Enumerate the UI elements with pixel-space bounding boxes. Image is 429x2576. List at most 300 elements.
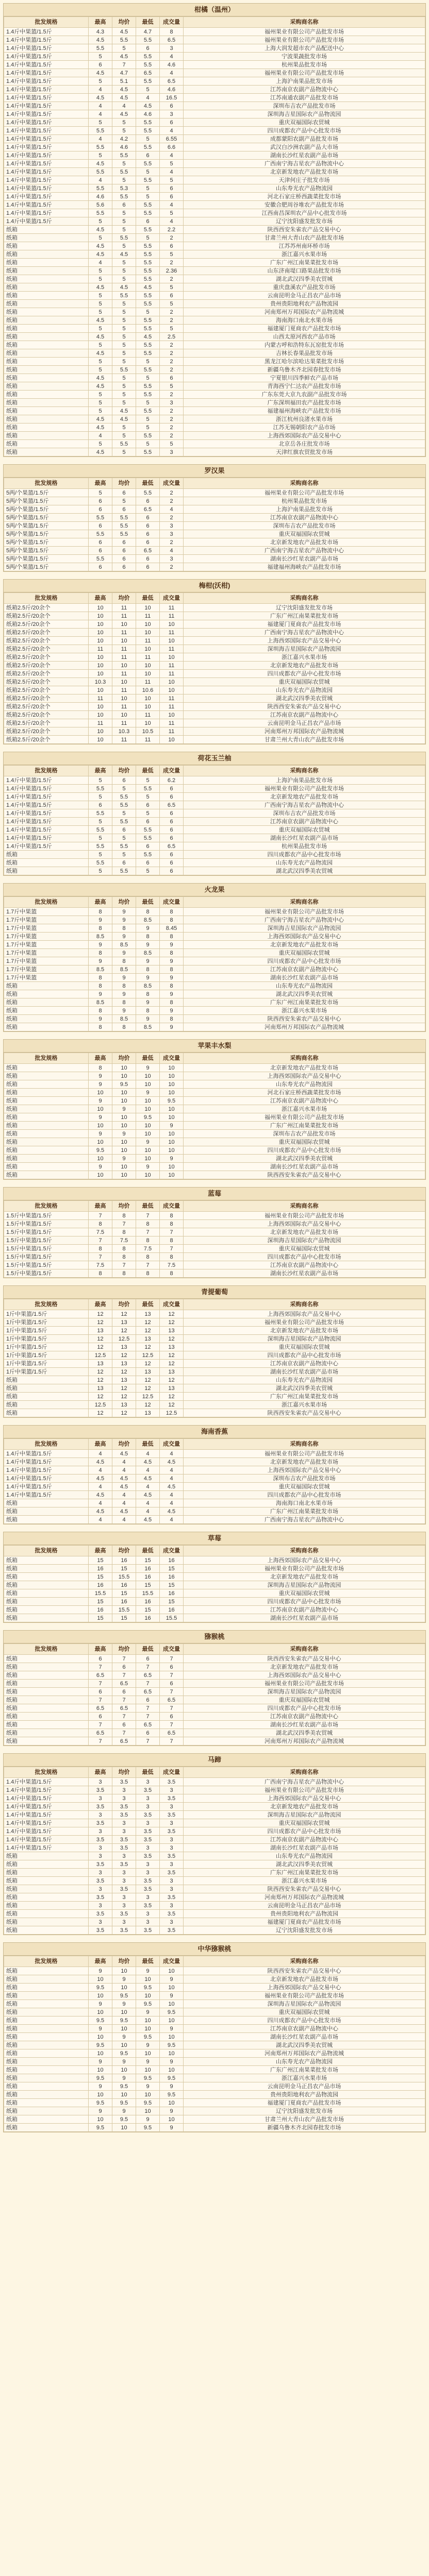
low-cell: 6 — [136, 555, 160, 563]
buyer-cell: 山东寿光农产品物流园 — [184, 1852, 425, 1860]
spec-cell: 纸箱 — [4, 1023, 89, 1031]
spec-cell: 5两/个果篮/1.5斤 — [4, 497, 89, 505]
high-cell: 5.5 — [89, 859, 112, 867]
low-cell: 10 — [136, 670, 160, 678]
avg-cell: 3.5 — [112, 1926, 136, 1935]
spec-cell: 1.4斤中果篮/1.5斤 — [4, 801, 89, 809]
volume-cell: 4 — [160, 505, 184, 514]
header-high: 最高 — [89, 1546, 112, 1556]
spec-cell: 1.4斤中果篮/1.5斤 — [4, 160, 89, 168]
volume-cell: 6.5 — [160, 842, 184, 851]
header-avg: 均价 — [112, 1201, 136, 1212]
volume-cell: 6 — [160, 242, 184, 250]
buyer-cell: 深圳海吉星国际农产品物流园 — [184, 1811, 425, 1819]
avg-cell: 12 — [112, 1393, 136, 1401]
table-row — [4, 1393, 425, 1401]
avg-cell: 11 — [112, 736, 136, 744]
low-cell: 12 — [136, 1376, 160, 1384]
low-cell: 6 — [136, 217, 160, 226]
volume-cell: 5 — [160, 382, 184, 391]
low-cell: 9 — [136, 974, 160, 982]
buyer-cell: 北京新发地农产品批发市场 — [184, 1975, 425, 1984]
table-row — [4, 1163, 425, 1171]
buyer-cell: 山西太原河西农产品市场 — [184, 333, 425, 341]
header-volume: 成交量 — [160, 1767, 184, 1778]
header-low: 最低 — [136, 1644, 160, 1655]
table-row — [4, 2082, 425, 2091]
volume-cell: 11 — [160, 670, 184, 678]
avg-cell: 4.5 — [112, 283, 136, 292]
price-section — [3, 1285, 426, 1418]
spec-cell: 纸箱 — [4, 1072, 89, 1080]
spec-cell: 纸箱 — [4, 1573, 89, 1581]
low-cell: 12 — [136, 1327, 160, 1335]
spec-cell: 纸箱 — [4, 1902, 89, 1910]
header-buyer: 采购商名称 — [184, 1767, 425, 1778]
avg-cell: 6 — [112, 489, 136, 497]
low-cell: 10 — [136, 1992, 160, 2000]
low-cell: 10 — [136, 1171, 160, 1179]
table-row — [4, 982, 425, 990]
price-section — [3, 464, 426, 572]
high-cell: 12.5 — [89, 1401, 112, 1409]
low-cell: 13 — [136, 1335, 160, 1343]
header-low: 最低 — [136, 1546, 160, 1556]
buyer-cell: 河南郑州万邦国际农产品物流城 — [184, 1023, 425, 1031]
buyer-cell: 安徽合肥周谷堆农产品批发市场 — [184, 201, 425, 209]
volume-cell: 3 — [160, 1902, 184, 1910]
high-cell: 10 — [89, 1105, 112, 1113]
avg-cell: 13 — [112, 1401, 136, 1409]
spec-cell: 纸箱 — [4, 1080, 89, 1089]
low-cell: 5.5 — [136, 36, 160, 44]
volume-cell: 12 — [160, 1351, 184, 1360]
spec-cell: 5两/个果篮/1.5斤 — [4, 489, 89, 497]
table-row — [4, 1376, 425, 1384]
header-avg: 均价 — [112, 897, 136, 908]
volume-cell: 3 — [160, 1836, 184, 1844]
low-cell: 5 — [136, 440, 160, 448]
volume-cell: 12.5 — [160, 1409, 184, 1417]
high-cell: 11 — [89, 719, 112, 727]
spec-cell: 1.4斤中果篮/1.5斤 — [4, 809, 89, 818]
low-cell: 10 — [136, 2049, 160, 2058]
volume-cell: 13 — [160, 1384, 184, 1393]
high-cell: 12.5 — [89, 1351, 112, 1360]
volume-cell: 4 — [160, 1499, 184, 1507]
price-table — [4, 1053, 425, 1179]
high-cell: 8 — [89, 974, 112, 982]
low-cell: 5 — [136, 867, 160, 875]
buyer-cell: 浙江嘉兴水果市场 — [184, 653, 425, 662]
high-cell: 8 — [89, 982, 112, 990]
table-row — [4, 670, 425, 678]
spec-cell: 1.4斤中果篮/1.5斤 — [4, 1491, 89, 1499]
avg-cell: 12 — [112, 1327, 136, 1335]
table-row — [4, 1384, 425, 1393]
buyer-cell: 福建厦门夏商农产品批发市场 — [184, 1918, 425, 1926]
high-cell: 10 — [89, 2091, 112, 2099]
table-row — [4, 563, 425, 571]
spec-cell: 1.7斤中果篮 — [4, 949, 89, 957]
avg-cell: 10 — [112, 637, 136, 645]
spec-cell: 1.4斤中果篮/1.5斤 — [4, 102, 89, 110]
high-cell: 5.5 — [89, 530, 112, 538]
table-row — [4, 151, 425, 160]
spec-cell: 纸箱 — [4, 1984, 89, 1992]
table-row — [4, 283, 425, 292]
high-cell: 13 — [89, 1360, 112, 1368]
table-row — [4, 1819, 425, 1827]
spec-cell: 纸箱2.5斤/20余个 — [4, 604, 89, 612]
volume-cell: 10 — [160, 1171, 184, 1179]
table-row — [4, 1902, 425, 1910]
table-row — [4, 662, 425, 670]
volume-cell: 10 — [160, 653, 184, 662]
low-cell: 5.5 — [136, 448, 160, 456]
volume-cell: 7 — [160, 1671, 184, 1680]
spec-cell: 纸箱 — [4, 440, 89, 448]
low-cell: 6 — [136, 44, 160, 53]
high-cell: 10 — [89, 1992, 112, 2000]
volume-cell: 10 — [160, 2000, 184, 2008]
avg-cell: 5 — [112, 316, 136, 325]
buyer-cell: 福州果业有限公司产品批发市场 — [184, 1992, 425, 2000]
avg-cell: 12 — [112, 1409, 136, 1417]
header-high: 最高 — [89, 1201, 112, 1212]
high-cell: 4.5 — [89, 1491, 112, 1499]
table-row — [4, 176, 425, 184]
high-cell: 7.5 — [89, 1228, 112, 1236]
high-cell: 7 — [89, 1663, 112, 1671]
avg-cell: 5 — [112, 176, 136, 184]
header-volume: 成交量 — [160, 897, 184, 908]
avg-cell: 11 — [112, 719, 136, 727]
table-row — [4, 36, 425, 44]
spec-cell: 1.4斤中果篮/1.5斤 — [4, 217, 89, 226]
buyer-cell: 福州果业有限公司产品批发市场 — [184, 908, 425, 916]
spec-cell: 1斤中果篮/1.5斤 — [4, 1368, 89, 1376]
low-cell: 11 — [136, 678, 160, 686]
high-cell: 13 — [89, 1384, 112, 1393]
low-cell: 7 — [136, 1212, 160, 1220]
volume-cell: 10 — [160, 2016, 184, 2025]
buyer-cell: 北京新发地农产品批发市场 — [184, 168, 425, 176]
table-row — [4, 1097, 425, 1105]
low-cell: 5.5 — [136, 242, 160, 250]
table-row — [4, 2033, 425, 2041]
section-title: 火龙果 — [4, 884, 425, 896]
avg-cell: 9 — [112, 1105, 136, 1113]
spec-cell: 1.4斤中果篮/1.5斤 — [4, 793, 89, 801]
high-cell: 4.5 — [89, 226, 112, 234]
buyer-cell: 甘肃兰州大青山农产品批发市场 — [184, 2115, 425, 2124]
volume-cell: 3.5 — [160, 1893, 184, 1902]
table-row — [4, 1466, 425, 1475]
price-table — [4, 478, 425, 571]
high-cell: 3.5 — [89, 1803, 112, 1811]
header-high: 最高 — [89, 1299, 112, 1310]
low-cell: 8.5 — [136, 982, 160, 990]
high-cell: 4.5 — [89, 415, 112, 423]
volume-cell: 16 — [160, 1589, 184, 1598]
volume-cell: 6.5 — [160, 1696, 184, 1704]
low-cell: 5 — [136, 184, 160, 193]
header-avg: 均价 — [112, 593, 136, 604]
table-row — [4, 1064, 425, 1072]
high-cell: 9.5 — [89, 2041, 112, 2049]
high-cell: 4 — [89, 1466, 112, 1475]
low-cell: 10 — [136, 2025, 160, 2033]
low-cell: 15 — [136, 1606, 160, 1614]
spec-cell: 纸箱 — [4, 1860, 89, 1869]
spec-cell: 1.7斤中果篮 — [4, 965, 89, 974]
low-cell: 5.5 — [136, 341, 160, 349]
volume-cell: 4 — [160, 1450, 184, 1458]
spec-cell: 纸箱 — [4, 2115, 89, 2124]
table-row — [4, 711, 425, 719]
volume-cell: 5 — [160, 440, 184, 448]
low-cell: 5.5 — [136, 366, 160, 374]
low-cell: 12 — [136, 1318, 160, 1327]
spec-cell: 纸箱 — [4, 1680, 89, 1688]
avg-cell: 5 — [112, 497, 136, 505]
spec-cell: 纸箱 — [4, 250, 89, 259]
avg-cell: 15.5 — [112, 1606, 136, 1614]
table-row — [4, 1721, 425, 1729]
low-cell: 3 — [136, 1794, 160, 1803]
avg-cell: 8 — [112, 1228, 136, 1236]
price-table — [4, 1438, 425, 1524]
table-row — [4, 957, 425, 965]
avg-cell: 10 — [112, 1072, 136, 1080]
low-cell: 5 — [136, 308, 160, 316]
header-buyer: 采购商名称 — [184, 1201, 425, 1212]
header-high: 最高 — [89, 1439, 112, 1450]
table-row — [4, 1606, 425, 1614]
high-cell: 6 — [89, 1713, 112, 1721]
spec-cell: 纸箱 — [4, 432, 89, 440]
volume-cell: 13 — [160, 1368, 184, 1376]
avg-cell: 9 — [112, 1155, 136, 1163]
low-cell: 10 — [136, 1975, 160, 1984]
header-low: 最低 — [136, 1439, 160, 1450]
buyer-cell: 广西南宁海吉星农产品物流中心 — [184, 160, 425, 168]
buyer-cell: 四川成都农产品中心批发市场 — [184, 1704, 425, 1713]
spec-cell: 纸箱2.5斤/20余个 — [4, 612, 89, 620]
high-cell: 9 — [89, 1113, 112, 1122]
table-row — [4, 1926, 425, 1935]
low-cell: 8 — [136, 933, 160, 941]
buyer-cell: 深圳布吉农产品批发市场 — [184, 1475, 425, 1483]
table-row — [4, 1261, 425, 1269]
avg-cell: 7.5 — [112, 1236, 136, 1245]
high-cell: 9 — [89, 1080, 112, 1089]
spec-cell: 纸箱 — [4, 2025, 89, 2033]
header-volume: 成交量 — [160, 1956, 184, 1967]
avg-cell: 12 — [112, 1384, 136, 1393]
table-row — [4, 629, 425, 637]
table-row — [4, 1869, 425, 1877]
high-cell: 5 — [89, 325, 112, 333]
table-row — [4, 1113, 425, 1122]
buyer-cell: 福州果业有限公司产品批发市场 — [184, 1318, 425, 1327]
volume-cell: 4 — [160, 1475, 184, 1483]
spec-cell: 纸箱 — [4, 308, 89, 316]
avg-cell: 11 — [112, 629, 136, 637]
buyer-cell: 山东寿光农产品物流园 — [184, 184, 425, 193]
volume-cell: 15 — [160, 1565, 184, 1573]
buyer-cell: 成都蒙阳农副产品批发市场 — [184, 135, 425, 143]
high-cell: 9.5 — [89, 2099, 112, 2107]
spec-cell: 1.4斤中果篮/1.5斤 — [4, 151, 89, 160]
volume-cell: 10 — [160, 637, 184, 645]
low-cell: 10 — [136, 1097, 160, 1105]
volume-cell: 8 — [160, 933, 184, 941]
avg-cell: 6.5 — [112, 1737, 136, 1745]
buyer-cell: 新疆乌鲁木齐北园春批发市场 — [184, 2124, 425, 2132]
high-cell: 5 — [89, 151, 112, 160]
avg-cell: 4.5 — [112, 86, 136, 94]
avg-cell: 7 — [112, 1261, 136, 1269]
high-cell: 9.5 — [89, 2074, 112, 2082]
buyer-cell: 湖北武汉四季美农贸城 — [184, 1155, 425, 1163]
high-cell: 3.5 — [89, 1893, 112, 1902]
buyer-cell: 河南郑州万邦国际农产品物流城 — [184, 727, 425, 736]
high-cell: 15 — [89, 1614, 112, 1622]
avg-cell: 9 — [112, 949, 136, 957]
low-cell: 5.5 — [136, 259, 160, 267]
table-row — [4, 226, 425, 234]
spec-cell: 纸箱 — [4, 1704, 89, 1713]
low-cell: 16 — [136, 1614, 160, 1622]
low-cell: 6 — [136, 801, 160, 809]
buyer-cell: 深圳海吉星国际农产品物流园 — [184, 1581, 425, 1589]
table-row — [4, 1573, 425, 1581]
avg-cell: 5.5 — [112, 842, 136, 851]
low-cell: 10 — [136, 1155, 160, 1163]
low-cell: 9 — [136, 2082, 160, 2091]
low-cell: 5.5 — [136, 209, 160, 217]
high-cell: 4.5 — [89, 448, 112, 456]
low-cell: 10.5 — [136, 727, 160, 736]
header-spec: 批发规格 — [4, 1767, 89, 1778]
buyer-cell: 湖南长沙红星农副产品市场 — [184, 834, 425, 842]
low-cell: 3 — [136, 1860, 160, 1869]
buyer-cell: 北京新发地农产品批发市场 — [184, 941, 425, 949]
spec-cell: 纸箱 — [4, 415, 89, 423]
avg-cell: 5 — [112, 242, 136, 250]
high-cell: 5 — [89, 793, 112, 801]
table-row — [4, 1696, 425, 1704]
volume-cell: 8 — [160, 1212, 184, 1220]
high-cell: 6 — [89, 497, 112, 505]
spec-cell: 纸箱 — [4, 2016, 89, 2025]
high-cell: 4.5 — [89, 316, 112, 325]
header-buyer: 采购商名称 — [184, 1053, 425, 1064]
high-cell: 15.5 — [89, 1589, 112, 1598]
high-cell: 10.3 — [89, 678, 112, 686]
table-row — [4, 785, 425, 793]
avg-cell: 15 — [112, 1589, 136, 1598]
avg-cell: 5.5 — [112, 867, 136, 875]
volume-cell: 4 — [160, 1516, 184, 1524]
table-row — [4, 308, 425, 316]
buyer-cell: 北京新发地农产品批发市场 — [184, 1458, 425, 1466]
header-high: 最高 — [89, 766, 112, 776]
volume-cell: 3.5 — [160, 1794, 184, 1803]
spec-cell: 纸箱 — [4, 1910, 89, 1918]
buyer-cell: 深圳海吉星国际农产品物流园 — [184, 1335, 425, 1343]
spec-cell: 1.4斤中果篮/1.5斤 — [4, 176, 89, 184]
volume-cell: 9 — [160, 990, 184, 998]
buyer-cell: 辽宁沈阳盛发批发市场 — [184, 217, 425, 226]
avg-cell: 3 — [112, 1786, 136, 1794]
header-low: 最低 — [136, 766, 160, 776]
buyer-cell: 福州果业有限公司产品批发市场 — [184, 36, 425, 44]
avg-cell: 7 — [112, 1713, 136, 1721]
buyer-cell: 湖南长沙红星农副产品市场 — [184, 151, 425, 160]
table-row — [4, 1080, 425, 1089]
high-cell: 5 — [89, 391, 112, 399]
avg-cell: 5 — [112, 382, 136, 391]
avg-cell: 3 — [112, 1893, 136, 1902]
avg-cell: 9.5 — [112, 2099, 136, 2107]
buyer-cell: 湖北武汉四季美农贸城 — [184, 2041, 425, 2049]
volume-cell: 8 — [160, 28, 184, 36]
high-cell: 5 — [89, 818, 112, 826]
buyer-cell: 陕西西安朱雀农产品交易中心 — [184, 226, 425, 234]
avg-cell: 9 — [112, 916, 136, 924]
avg-cell: 4.5 — [112, 94, 136, 102]
table-row — [4, 2025, 425, 2033]
buyer-cell: 上海西郊国际农产品交易中心 — [184, 1794, 425, 1803]
low-cell: 6 — [136, 1729, 160, 1737]
table-row — [4, 1729, 425, 1737]
volume-cell: 4 — [160, 53, 184, 61]
buyer-cell: 宁波果蔬批发市场 — [184, 53, 425, 61]
buyer-cell: 辽宁沈阳盛发批发市场 — [184, 604, 425, 612]
table-row — [4, 2074, 425, 2082]
header-row — [4, 478, 425, 489]
buyer-cell: 宁夏银川四季鲜农产品市场 — [184, 374, 425, 382]
avg-cell: 6 — [112, 859, 136, 867]
spec-cell: 纸箱 — [4, 998, 89, 1007]
volume-cell: 10 — [160, 1072, 184, 1080]
table-row — [4, 1516, 425, 1524]
header-avg: 均价 — [112, 478, 136, 489]
buyer-cell: 重庆双福国际农贸城 — [184, 1819, 425, 1827]
avg-cell: 9 — [112, 908, 136, 916]
buyer-cell: 重庆双福国际农贸城 — [184, 949, 425, 957]
header-volume: 成交量 — [160, 1299, 184, 1310]
spec-cell: 1斤中果篮/1.5斤 — [4, 1318, 89, 1327]
low-cell: 4.5 — [136, 102, 160, 110]
buyer-cell: 湖南长沙红星农副产品市场 — [184, 1721, 425, 1729]
volume-cell: 15 — [160, 1598, 184, 1606]
avg-cell: 3.5 — [112, 1811, 136, 1819]
low-cell: 16 — [136, 1573, 160, 1581]
buyer-cell: 江苏南京农副产品物流中心 — [184, 1097, 425, 1105]
high-cell: 3 — [89, 1918, 112, 1926]
table-row — [4, 1713, 425, 1721]
low-cell: 4.6 — [136, 110, 160, 118]
avg-cell: 10 — [112, 1113, 136, 1122]
buyer-cell: 江苏南京农副产品物流中心 — [184, 86, 425, 94]
spec-cell: 纸箱 — [4, 1721, 89, 1729]
low-cell: 4 — [136, 1483, 160, 1491]
low-cell: 5.5 — [136, 349, 160, 358]
